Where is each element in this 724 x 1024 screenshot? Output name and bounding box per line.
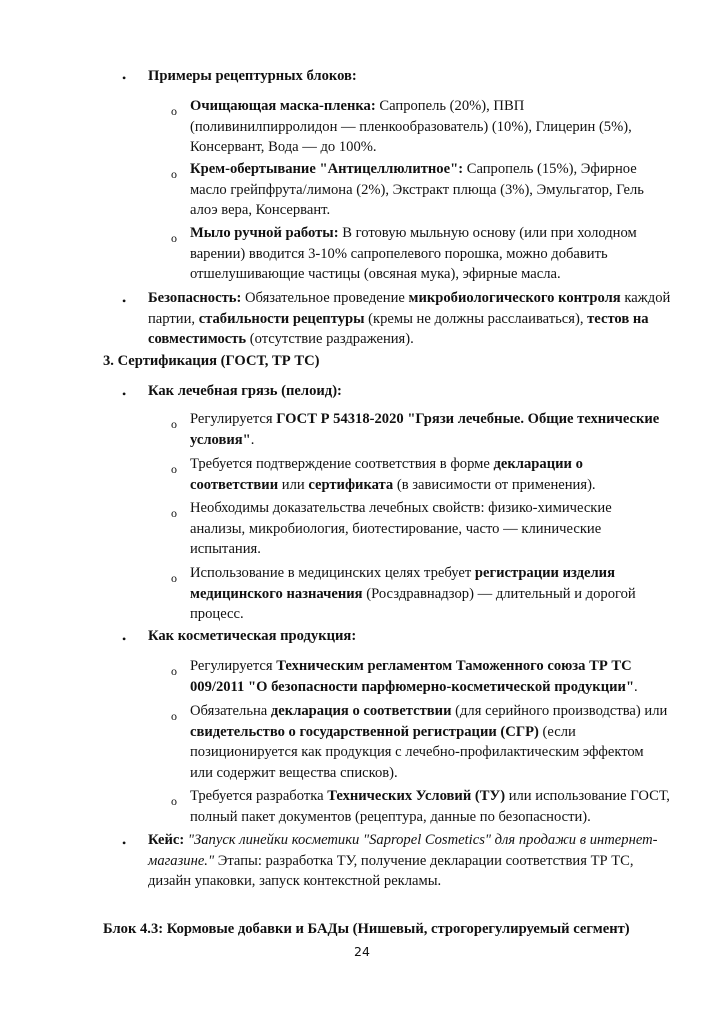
bullet-disc: • xyxy=(122,632,127,646)
page-number: 24 xyxy=(354,944,370,959)
list-item: Необходимы доказательства лечебных свойств: физико-химические анализы, микробиология, биотестирование, часто — клинические испытания. xyxy=(190,500,612,557)
block-4-3-heading: Блок 4.3: Кормовые добавки и БАДы (Нишевый, строгорегулируемый сегмент) xyxy=(103,921,630,937)
safety-paragraph: Безопасность: Обязательное проведение микробиологического контроля каждой партии, стабильности рецептуры (кремы не должны расслаиваться), тестов на совместимость (отсутствие раздражения). xyxy=(148,290,671,347)
list-item: Регулируется ГОСТ Р 54318-2020 "Грязи лечебные. Общие технические условия". xyxy=(190,411,660,448)
section-3-heading: 3. Сертификация (ГОСТ, ТР ТС) xyxy=(103,353,320,369)
bullet-circle: o xyxy=(171,571,177,585)
bullet-circle: o xyxy=(171,417,177,431)
bullet-circle: o xyxy=(171,506,177,520)
bullet-circle: o xyxy=(171,794,177,808)
bullet-circle: o xyxy=(171,231,177,245)
bullet-circle: o xyxy=(171,462,177,476)
bullet-disc: • xyxy=(122,294,127,308)
list-item: Требуется разработка Технических Условий (ТУ) или использование ГОСТ, полный пакет документов (рецептура, данные по безопасности). xyxy=(190,788,670,825)
case-paragraph: Кейс: "Запуск линейки косметики "Sapropel Cosmetics" для продажи в интернет-магазине." Этапы: разработка ТУ, получение декларации соответствия ТР ТС, дизайн упаковки, запуск контекстной рекламы. xyxy=(148,832,658,889)
section-a-title: Примеры рецептурных блоков: xyxy=(148,68,357,84)
bullet-circle: o xyxy=(171,664,177,678)
bullet-circle: o xyxy=(171,104,177,118)
bullet-disc: • xyxy=(122,387,127,401)
bullet-disc: • xyxy=(122,836,127,850)
list-item: Требуется подтверждение соответствия в форме декларации о соответствии или сертификата (в зависимости от применения). xyxy=(190,456,596,493)
mud-title: Как лечебная грязь (пелоид): xyxy=(148,383,342,399)
bullet-circle: o xyxy=(171,167,177,181)
list-item: Очищающая маска-пленка: Сапропель (20%), ПВП (поливинилпирролидон — пленкообразователь) (10%), Глицерин (5%), Консервант, Вода — до 100%. xyxy=(190,98,632,155)
bullet-disc: • xyxy=(122,71,127,85)
list-item: Крем-обертывание "Антицеллюлитное": Сапропель (15%), Эфирное масло грейпфрута/лимона (2%), Экстракт плюща (3%), Эмульгатор, Гель алоэ вера, Консервант. xyxy=(190,161,644,218)
list-item: Обязательна декларация о соответствии (для серийного производства) или свидетельство о государственной регистрации (СГР) (если позиционируется как продукция с лечебно-профилактическим эффектом или содержит вещества списков). xyxy=(190,703,668,781)
list-item: Мыло ручной работы: В готовую мыльную основу (или при холодном варении) вводится 3-10% сапропелевого порошка, можно добавить отшелушивающие частицы (овсяная мука), эфирные масла. xyxy=(190,225,637,282)
list-item: Регулируется Техническим регламентом Таможенного союза ТР ТС 009/2011 "О безопасности парфюмерно-косметической продукции". xyxy=(190,658,638,695)
bullet-circle: o xyxy=(171,709,177,723)
cosmetic-title: Как косметическая продукция: xyxy=(148,628,357,644)
list-item: Использование в медицинских целях требует регистрации изделия медицинского назначения (Росздравнадзор) — длительный и дорогой процесс. xyxy=(190,565,636,622)
